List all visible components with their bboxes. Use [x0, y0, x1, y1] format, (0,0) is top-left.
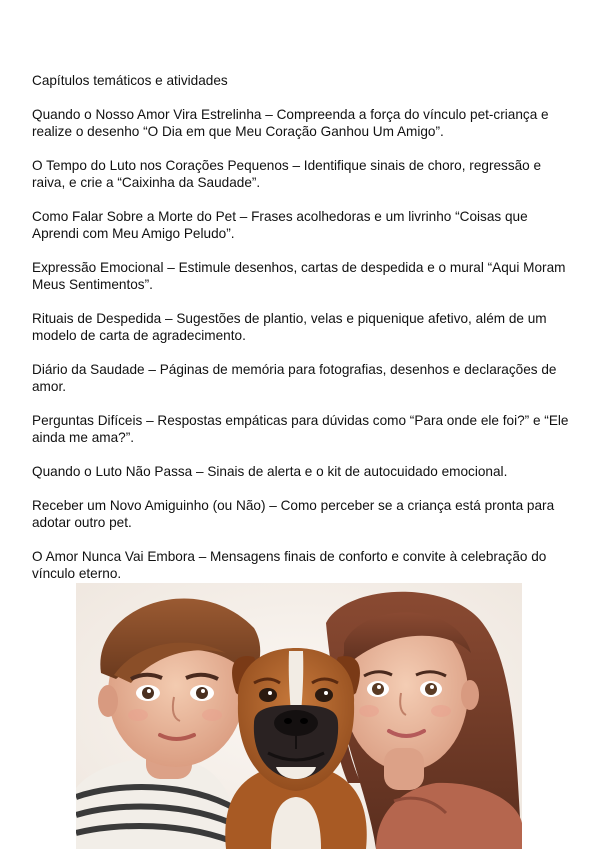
boxer-dog-figure: [225, 648, 366, 849]
chapter-item-2: O Tempo do Luto nos Corações Pequenos – Identifique sinais de choro, regressão e raiva, e crie a “Caixinha da Saudade”.: [32, 158, 542, 190]
chapter-list-section: [32, 72, 572, 599]
chapter-item-9: Receber um Novo Amiguinho (ou Não) – Como perceber se a criança está pronta para adotar outro pet.: [32, 498, 555, 530]
boy-dog-girl-illustration: [76, 583, 522, 849]
chapter-item-3: Como Falar Sobre a Morte do Pet – Frases acolhedoras e um livrinho “Coisas que Aprendi com Meu Amigo Peludo”.: [32, 209, 528, 241]
chapter-item-10: O Amor Nunca Vai Embora – Mensagens finais de conforto e convite à celebração do vínculo eterno.: [32, 549, 547, 581]
chapter-item-6: Diário da Saudade – Páginas de memória para fotografias, desenhos e declarações de amor.: [32, 362, 557, 394]
chapter-item-5: Rituais de Despedida – Sugestões de plantio, velas e piquenique afetivo, além de um modelo de carta de agradecimento.: [32, 311, 547, 343]
section-heading: Capítulos temáticos e atividades: [32, 73, 228, 88]
chapter-item-8: Quando o Luto Não Passa – Sinais de alerta e o kit de autocuidado emocional.: [32, 464, 508, 479]
chapter-item-4: Expressão Emocional – Estimule desenhos, cartas de despedida e o mural “Aqui Moram Meus Sentimentos”.: [32, 260, 566, 292]
chapter-item-7: Perguntas Difíceis – Respostas empáticas para dúvidas como “Para onde ele foi?” e “Ele ainda me ama?”.: [32, 413, 569, 445]
chapter-item-1: Quando o Nosso Amor Vira Estrelinha – Compreenda a força do vínculo pet-criança e realize o desenho “O Dia em que Meu Coração Ganhou Um Amigo”.: [32, 107, 549, 139]
